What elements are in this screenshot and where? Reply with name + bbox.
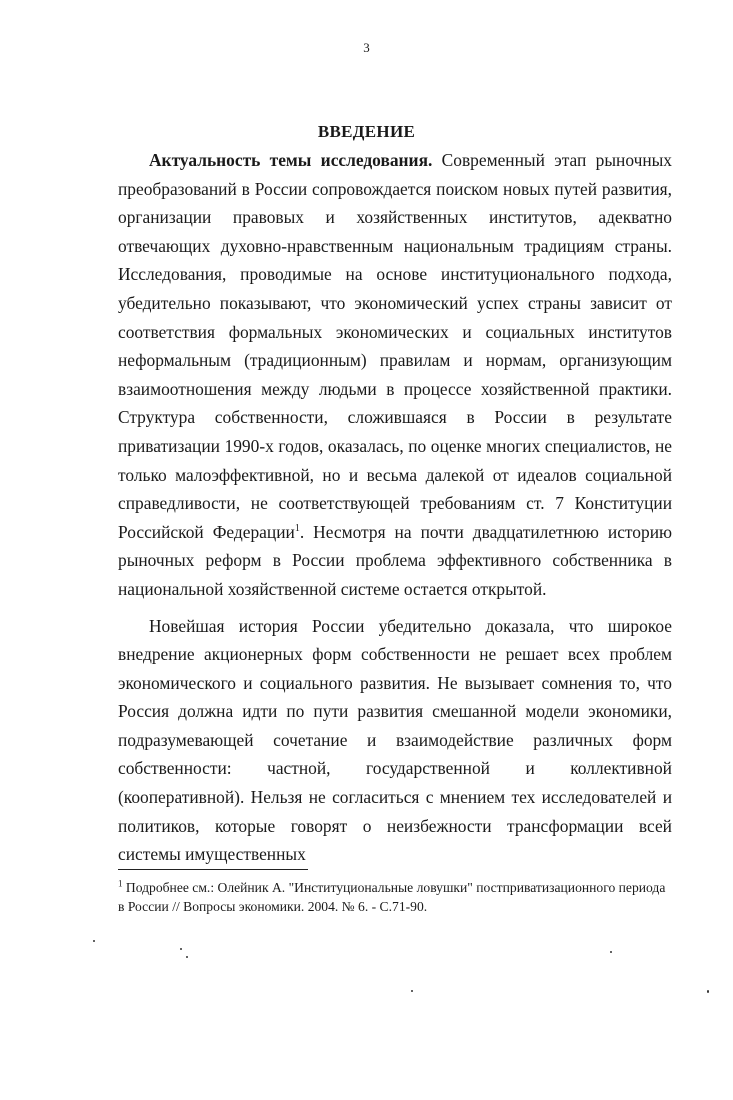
scan-speck [180, 948, 182, 950]
paragraph-2: Новейшая история России убедительно доказала, что широкое внедрение акционерных форм собственности не решает всех проблем экономического и социального развития. Не вызывает сомнения то, что Россия должна идти по пути развития смешанной модели экономики, подразумевающей сочетание и взаимодействие различных форм собственности: частной, государственной и коллективной (кооперативной). Нельзя не согласиться с мнением тех исследователей и политиков, которые говорят о неизбежности трансформации всей системы имущественных [118, 615, 672, 865]
footnote-reference: 1 [294, 522, 300, 534]
footnote-divider [118, 869, 308, 870]
footnote-marker: 1 [118, 878, 123, 889]
paragraph-1-text-b: . Несмотря на почти двадцатилетнюю историю рыночных реформ в России проблема эффективного собственника в национальной хозяйственной системе остается открытой. [118, 521, 672, 599]
body-text [118, 146, 672, 869]
scan-speck [411, 990, 413, 992]
paragraph-lead: Актуальность темы исследования. [149, 150, 433, 170]
scan-speck [93, 940, 95, 942]
paragraph-1 [118, 146, 672, 604]
scan-speck [186, 956, 188, 958]
footnote-entry [118, 878, 672, 916]
section-title: ВВЕДЕНИЕ [317, 122, 416, 141]
scan-speck [610, 951, 612, 953]
paragraph-1-text-a: Современный этап рыночных преобразований в России сопровождается поиском новых путей развития, организации правовых и хозяйственных институтов, адекватно отвечающих духовно-нравственным национальным традициям страны. Исследования, проводимые на основе институционального подхода, убедительно показывают, что экономический успех страны зависит от соответствия формальных экономических и социальных институтов неформальным (традиционным) правилам и нормам, организующим взаимоотношения между людьми в процессе хозяйственной практики. Структура собственности, сложившаяся в России в результате приватизации 1990-х годов, оказалась, по оценке многих специалистов, не только малоэффективной, но и весьма далекой от идеалов социальной справедливости, не соответствующей требованиям ст. 7 Конституции Российской Федерации [118, 150, 672, 542]
page-number: 3 [363, 40, 370, 55]
scan-speck [707, 990, 709, 993]
footnote-text: Подробнее см.: Олейник А. "Институциональные ловушки" постприватизационного периода в России // Вопросы экономики. 2004. № 6. - С.71-90. [118, 880, 666, 914]
footnote [118, 878, 672, 916]
